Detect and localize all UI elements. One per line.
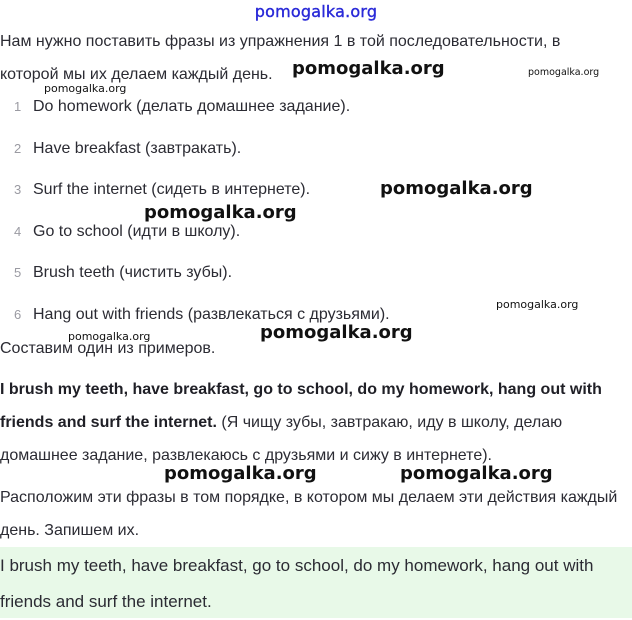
list-item-number: 3	[14, 182, 22, 198]
watermark: pomogalka.org	[144, 202, 297, 223]
order-intro: Расположим эти фразы в том порядке, в котором мы делаем эти действия каждый день. Запишем их.	[0, 489, 618, 539]
list-item-text: Do homework (делать домашнее задание).	[33, 98, 351, 115]
list-item-number: 5	[14, 265, 22, 281]
watermark: pomogalka.org	[400, 463, 553, 484]
list-item-number: 4	[14, 223, 22, 239]
list-item-text: Brush teeth (чистить зубы).	[33, 264, 233, 282]
answer-text: I brush my teeth, have breakfast, go to school, do my homework, hang out with friends and surf the internet.	[0, 556, 594, 611]
example-english: I brush my teeth, have breakfast, go to school, do my homework, hang out with friends and surf the internet.	[0, 381, 602, 431]
watermark: pomogalka.org	[528, 67, 600, 78]
list-item-number: 6	[14, 306, 22, 322]
example-translation: (Я чищу зубы, завтракаю, иду в школу, делаю домашнее задание, развлекаюсь с друзьями и сижу в интернете).	[0, 414, 563, 464]
list-item-text: Hang out with friends (развлекаться с друзьями).	[33, 305, 390, 323]
list-item-text: Have breakfast (завтракать).	[33, 139, 242, 157]
list-item-text: Surf the internet (сидеть в интернете).	[33, 181, 311, 199]
watermark: pomogalka.org	[496, 298, 579, 311]
watermark: pomogalka.org	[44, 82, 127, 95]
list-item-text: Go to school (идти в школу).	[33, 222, 241, 240]
watermark: pomogalka.org	[260, 322, 413, 343]
watermark: pomogalka.org	[164, 463, 317, 484]
list-item-number: 2	[14, 140, 22, 156]
intro-paragraph: Нам нужно поставить фразы из упражнения 1 в той последовательности, в которой мы их делаем каждый день.	[0, 33, 561, 83]
watermark: pomogalka.org	[380, 178, 533, 199]
example-paragraph	[0, 373, 620, 472]
watermark: pomogalka.org	[292, 58, 445, 79]
watermark: pomogalka.org	[68, 330, 151, 343]
example-intro: Составим один из примеров.	[0, 340, 216, 357]
site-watermark-header: pomogalka.org	[254, 2, 378, 21]
list-item-number: 1	[14, 99, 22, 114]
